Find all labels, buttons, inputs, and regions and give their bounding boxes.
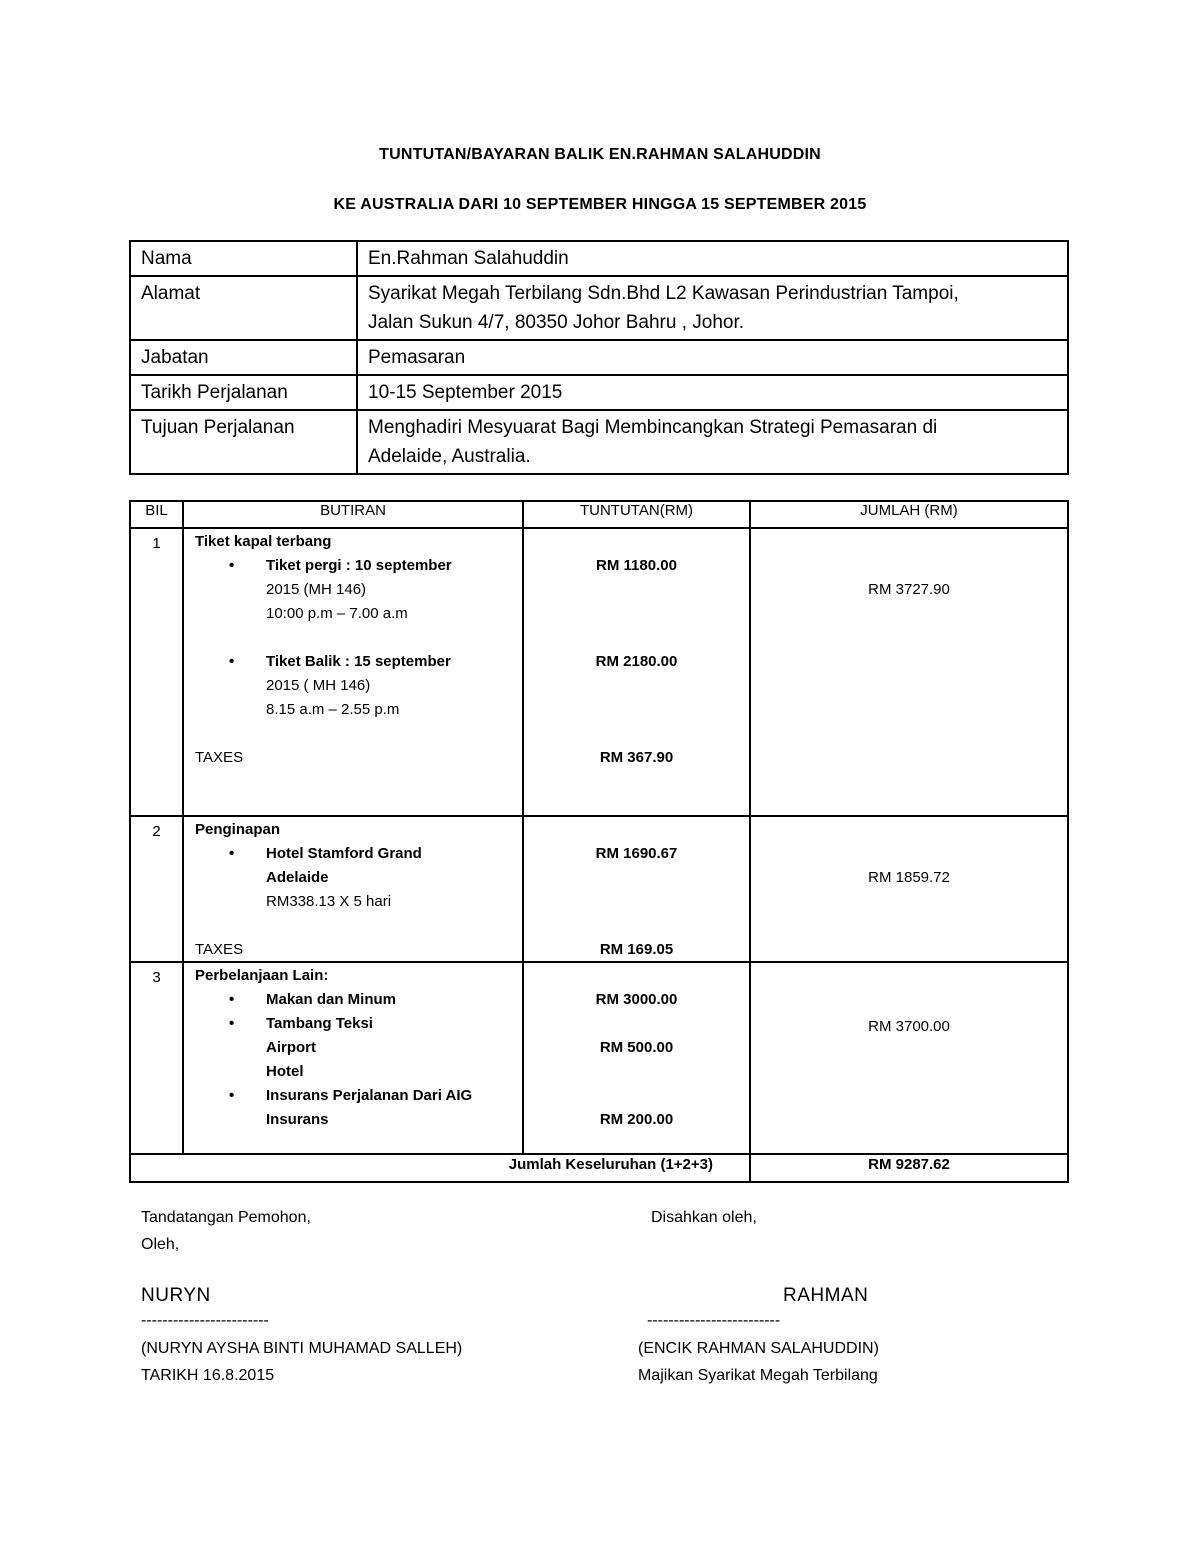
- purpose-line-1: Menghadiri Mesyuarat Bagi Membincangkan Strategi Pemasaran di: [368, 417, 938, 438]
- claim-amount: RM 367.90: [599, 749, 674, 766]
- claim-table: [129, 500, 1069, 1183]
- applicant-date: TARIKH 16.8.2015: [141, 1367, 275, 1384]
- info-label: Tujuan Perjalanan: [130, 410, 357, 474]
- row-total-amount: RM 3727.90: [868, 581, 950, 598]
- row-description: [183, 528, 523, 816]
- claim-row-1: [130, 528, 1068, 816]
- claim-amount: RM 1690.67: [595, 845, 678, 862]
- item-text: Hotel: [266, 1063, 304, 1080]
- grand-total-row: [130, 1154, 1068, 1182]
- claim-amount: RM 2180.00: [595, 653, 678, 670]
- row-number: 3: [130, 962, 183, 1154]
- address-line-1: Syarikat Megah Terbilang Sdn.Bhd L2 Kawasan Perindustrian Tampoi,: [368, 283, 959, 304]
- row-total: [750, 528, 1068, 816]
- item-text: Tiket pergi : 10 september: [266, 557, 452, 574]
- claim-amount: RM 200.00: [599, 1111, 674, 1128]
- row-number: 1: [130, 528, 183, 816]
- bullet-icon: •: [229, 991, 235, 1008]
- item-text: 2015 ( MH 146): [266, 677, 371, 694]
- row-description: [183, 816, 523, 962]
- applicant-by-label: Oleh,: [141, 1236, 180, 1253]
- item-text: Airport: [266, 1039, 316, 1056]
- grand-total-value: RM 9287.62: [750, 1154, 1068, 1182]
- info-value: Pemasaran: [357, 340, 1068, 375]
- document-subtitle: KE AUSTRALIA DARI 10 SEPTEMBER HINGGA 15 SEPTEMBER 2015: [333, 196, 867, 213]
- item-text: 8.15 a.m – 2.55 p.m: [266, 701, 400, 718]
- item-text: Makan dan Minum: [266, 991, 397, 1008]
- bullet-icon: •: [229, 1087, 235, 1104]
- approver-name: (ENCIK RAHMAN SALAHUDDIN): [638, 1340, 879, 1357]
- item-text: Insurans: [266, 1111, 329, 1128]
- claim-row-3: [130, 962, 1068, 1154]
- applicant-name: (NURYN AYSHA BINTI MUHAMAD SALLEH): [141, 1340, 463, 1357]
- bullet-icon: •: [229, 653, 235, 670]
- signature-line: -------------------------: [647, 1312, 781, 1329]
- claim-header-row: [130, 501, 1068, 528]
- info-label: Alamat: [130, 276, 357, 340]
- row-total-amount: RM 3700.00: [868, 1018, 950, 1035]
- row-heading: Perbelanjaan Lain:: [195, 967, 329, 984]
- info-row-nama: [130, 241, 1068, 276]
- info-value: [357, 410, 1068, 474]
- bullet-icon: •: [229, 1015, 235, 1032]
- address-line-2: Jalan Sukun 4/7, 80350 Johor Bahru , Johor.: [368, 312, 745, 333]
- approver-signature: RAHMAN: [783, 1285, 869, 1306]
- row-total: [750, 962, 1068, 1154]
- row-heading: Tiket kapal terbang: [195, 533, 332, 550]
- approver-title: Majikan Syarikat Megah Terbilang: [638, 1367, 878, 1384]
- row-total: [750, 816, 1068, 962]
- item-text: Tambang Teksi: [266, 1015, 373, 1032]
- info-row-tujuan: [130, 410, 1068, 474]
- info-row-alamat: [130, 276, 1068, 340]
- row-claim-amounts: [523, 528, 750, 816]
- item-text: 10:00 p.m – 7.00 a.m: [266, 605, 408, 622]
- info-value: [357, 276, 1068, 340]
- info-value: En.Rahman Salahuddin: [357, 241, 1068, 276]
- header-butiran: BUTIRAN: [183, 501, 523, 528]
- header-tuntutan: TUNTUTAN(RM): [523, 501, 750, 528]
- row-claim-amounts: [523, 962, 750, 1154]
- item-text: Hotel Stamford Grand: [266, 845, 422, 862]
- document-title: TUNTUTAN/BAYARAN BALIK EN.RAHMAN SALAHUDDIN: [379, 146, 821, 163]
- applicant-signature: NURYN: [141, 1285, 211, 1306]
- item-text: Tiket Balik : 15 september: [266, 653, 451, 670]
- taxes-label: TAXES: [195, 749, 244, 766]
- bullet-icon: •: [229, 845, 235, 862]
- info-row-jabatan: [130, 340, 1068, 375]
- info-label: Jabatan: [130, 340, 357, 375]
- item-text: RM338.13 X 5 hari: [266, 893, 392, 910]
- header-jumlah: JUMLAH (RM): [750, 501, 1068, 528]
- item-text: 2015 (MH 146): [266, 581, 367, 598]
- item-text: Adelaide: [266, 869, 329, 886]
- row-claim-amounts: [523, 816, 750, 962]
- applicant-info-table: [129, 240, 1069, 475]
- row-description: [183, 962, 523, 1154]
- claim-amount: RM 1180.00: [596, 557, 677, 574]
- row-total-amount: RM 1859.72: [868, 869, 950, 886]
- info-label: Tarikh Perjalanan: [130, 375, 357, 410]
- info-value: 10-15 September 2015: [357, 375, 1068, 410]
- claim-row-2: [130, 816, 1068, 962]
- row-number: 2: [130, 816, 183, 962]
- grand-total-label: Jumlah Keseluruhan (1+2+3): [130, 1154, 750, 1182]
- claim-amount: RM 169.05: [599, 941, 674, 958]
- claim-amount: RM 3000.00: [595, 991, 678, 1008]
- info-row-tarikh: [130, 375, 1068, 410]
- applicant-signature-label: Tandatangan Pemohon,: [141, 1209, 311, 1226]
- signature-line: ------------------------: [141, 1312, 269, 1329]
- purpose-line-2: Adelaide, Australia.: [368, 446, 531, 467]
- claim-amount: RM 500.00: [599, 1039, 674, 1056]
- approver-label: Disahkan oleh,: [651, 1209, 757, 1226]
- header-bil: BIL: [130, 501, 183, 528]
- info-label: Nama: [130, 241, 357, 276]
- bullet-icon: •: [229, 557, 235, 574]
- item-text: Insurans Perjalanan Dari AIG: [266, 1087, 473, 1104]
- taxes-label: TAXES: [195, 941, 244, 958]
- row-heading: Penginapan: [195, 821, 281, 838]
